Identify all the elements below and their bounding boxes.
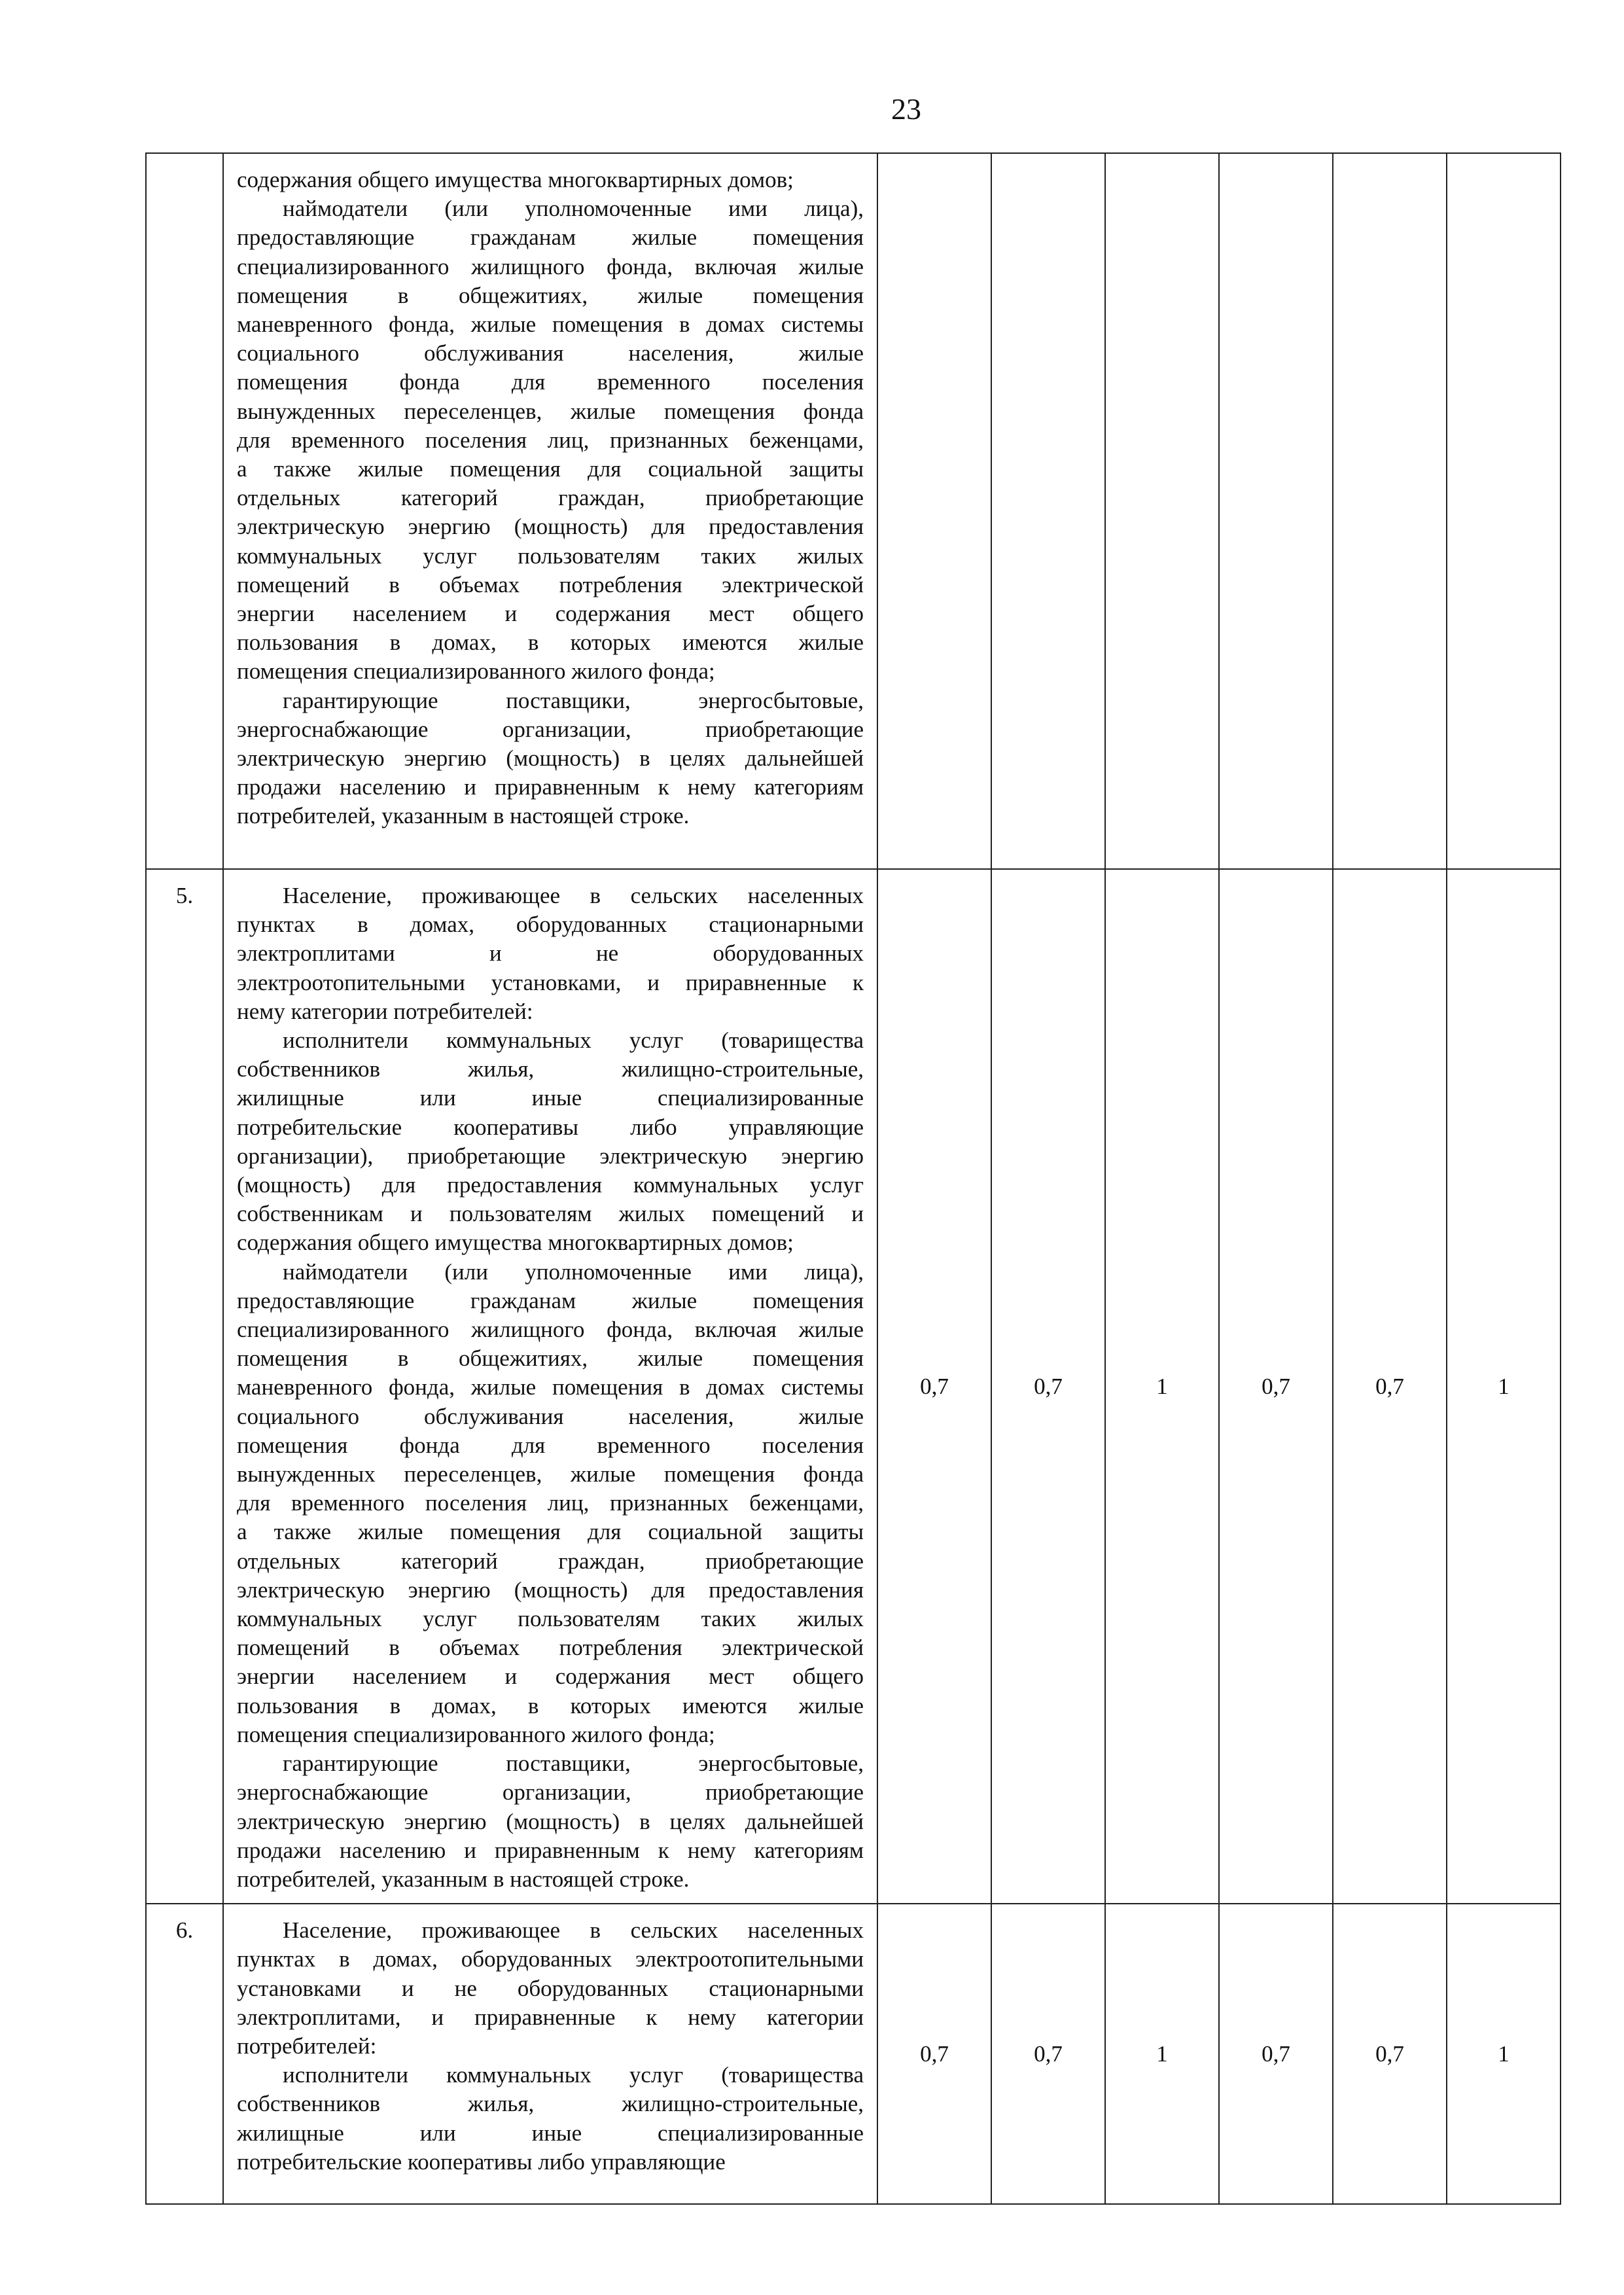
description-line: помещения фонда для временного поселения (237, 369, 864, 395)
description-line: пользования в домах, в которых имеются жилые (237, 630, 864, 656)
description-line: а также жилые помещения для социальной защиты (237, 456, 864, 482)
description-line: помещений в объемах потребления электрической (237, 571, 864, 597)
row-number: 6. (146, 1904, 223, 2204)
description-line: маневренного фонда, жилые помещения в домах системы (237, 1374, 864, 1400)
description-line: отдельных категорий граждан, приобретающие (237, 485, 864, 511)
description-line: энергии населением и содержания мест общего (237, 601, 864, 627)
description-line: наймодатели (или уполномоченные ими лица), (283, 196, 864, 222)
table-row (146, 869, 1561, 1904)
description-line: предоставляющие гражданам жилые помещения (237, 1287, 864, 1313)
description-line: специализированного жилищного фонда, включая жилые (237, 1317, 864, 1343)
description-line: гарантирующие поставщики, энергосбытовые, (283, 1751, 864, 1777)
description-line: социального обслуживания населения, жилые (237, 340, 864, 366)
description-line: Население, проживающее в сельских населенных (283, 883, 864, 908)
description-line: коммунальных услуг пользователям таких жилых (237, 543, 864, 569)
description-line: потребителей: (237, 2033, 377, 2059)
table-row (146, 1904, 1561, 2204)
description-line: электрическую энергию (мощность) для предоставления (237, 1576, 864, 1603)
description-line: для временного поселения лиц, признанных беженцами, (237, 427, 864, 453)
description-line: собственников жилья, жилищно-строительные, (237, 2091, 864, 2117)
value-cell (1447, 153, 1561, 869)
value-cell (1219, 153, 1333, 869)
value-cell: 0,7 (877, 869, 991, 1904)
description-line: помещения специализированного жилого фонда; (237, 658, 715, 685)
description-line: электроплитами, и приравненные к нему категории (237, 2004, 864, 2030)
value-cell: 0,7 (1219, 869, 1333, 1904)
value-cell: 1 (1447, 1904, 1561, 2204)
description-line: энергоснабжающие организации, приобретающие (237, 1779, 864, 1806)
description-line: помещения в общежитиях, жилые помещения (237, 1345, 864, 1372)
tariff-table (145, 152, 1561, 2205)
description-line: вынужденных переселенцев, жилые помещения фонда (237, 398, 864, 424)
description-line: наймодатели (или уполномоченные ими лица), (283, 1258, 864, 1285)
description-line: помещений в объемах потребления электрической (237, 1635, 864, 1661)
description-line: Население, проживающее в сельских населенных (283, 1917, 864, 1944)
row-description (223, 153, 877, 869)
description-line: жилищные или иные специализированные (237, 2120, 864, 2146)
description-line: отдельных категорий граждан, приобретающие (237, 1548, 864, 1574)
description-line: электрическую энергию (мощность) в целях дальнейшей (237, 745, 864, 772)
description-line: маневренного фонда, жилые помещения в домах системы (237, 311, 864, 338)
description-line: установками и не оборудованных стационарными (237, 1975, 864, 2001)
description-line: электрическую энергию (мощность) для предоставления (237, 514, 864, 540)
description-line: жилищные или иные специализированные (237, 1085, 864, 1111)
description-line: гарантирующие поставщики, энергосбытовые, (283, 687, 864, 713)
description-line: предоставляющие гражданам жилые помещения (237, 224, 864, 251)
description-line: пользования в домах, в которых имеются жилые (237, 1692, 864, 1718)
description-line: собственников жилья, жилищно-строительные, (237, 1056, 864, 1082)
value-cell: 0,7 (1333, 1904, 1447, 2204)
description-line: потребительские кооперативы либо управляющие (237, 1114, 864, 1140)
description-line: исполнители коммунальных услуг (товарищества (283, 1027, 864, 1054)
row-number (146, 153, 223, 869)
description-line: вынужденных переселенцев, жилые помещения фонда (237, 1461, 864, 1487)
description-line: продажи населению и приравненным к нему категориям (237, 774, 864, 800)
value-cell: 0,7 (877, 1904, 991, 2204)
page-number: 23 (891, 92, 921, 126)
value-cell: 0,7 (1333, 869, 1447, 1904)
description-line: помещения специализированного жилого фонда; (237, 1721, 715, 1747)
description-line: а также жилые помещения для социальной защиты (237, 1519, 864, 1545)
description-line: потребителей, указанным в настоящей строке. (237, 803, 690, 829)
description-line: социального обслуживания населения, жилые (237, 1403, 864, 1429)
value-cell (877, 153, 991, 869)
value-cell: 0,7 (991, 869, 1105, 1904)
value-cell: 1 (1105, 869, 1219, 1904)
value-cell: 1 (1447, 869, 1561, 1904)
row-description (223, 869, 877, 1904)
value-cell: 0,7 (991, 1904, 1105, 2204)
description-line: организации), приобретающие электрическую энергию (237, 1143, 864, 1169)
description-line: потребительские кооперативы либо управляющие (237, 2148, 726, 2175)
description-line: собственникам и пользователям жилых помещений и (237, 1201, 864, 1227)
description-line: содержания общего имущества многоквартирных домов; (237, 1230, 794, 1256)
value-cell (991, 153, 1105, 869)
description-line: помещения в общежитиях, жилые помещения (237, 282, 864, 308)
description-line: энергии населением и содержания мест общего (237, 1663, 864, 1690)
value-cell (1105, 153, 1219, 869)
description-line: потребителей, указанным в настоящей строке. (237, 1866, 690, 1892)
description-line: специализированного жилищного фонда, включая жилые (237, 253, 864, 279)
value-cell (1333, 153, 1447, 869)
description-line: электроплитами и не оборудованных (237, 940, 864, 967)
description-line: для временного поселения лиц, признанных беженцами, (237, 1490, 864, 1516)
description-line: исполнители коммунальных услуг (товарищества (283, 2062, 864, 2088)
description-line: пунктах в домах, оборудованных стационарными (237, 912, 864, 938)
description-line: энергоснабжающие организации, приобретающие (237, 716, 864, 742)
description-line: коммунальных услуг пользователям таких жилых (237, 1606, 864, 1632)
description-line: электрическую энергию (мощность) в целях дальнейшей (237, 1808, 864, 1834)
description-line: нему категории потребителей: (237, 998, 533, 1024)
description-line: пунктах в домах, оборудованных электроотопительными (237, 1946, 864, 1972)
description-line: помещения фонда для временного поселения (237, 1432, 864, 1458)
value-cell: 1 (1105, 1904, 1219, 2204)
row-description (223, 1904, 877, 2204)
description-line: содержания общего имущества многоквартирных домов; (237, 167, 794, 192)
row-number: 5. (146, 869, 223, 1904)
description-line: электроотопительными установками, и приравненные к (237, 969, 864, 995)
description-line: (мощность) для предоставления коммунальных услуг (237, 1172, 864, 1198)
table-row (146, 153, 1561, 869)
description-line: продажи населению и приравненным к нему категориям (237, 1837, 864, 1863)
value-cell: 0,7 (1219, 1904, 1333, 2204)
